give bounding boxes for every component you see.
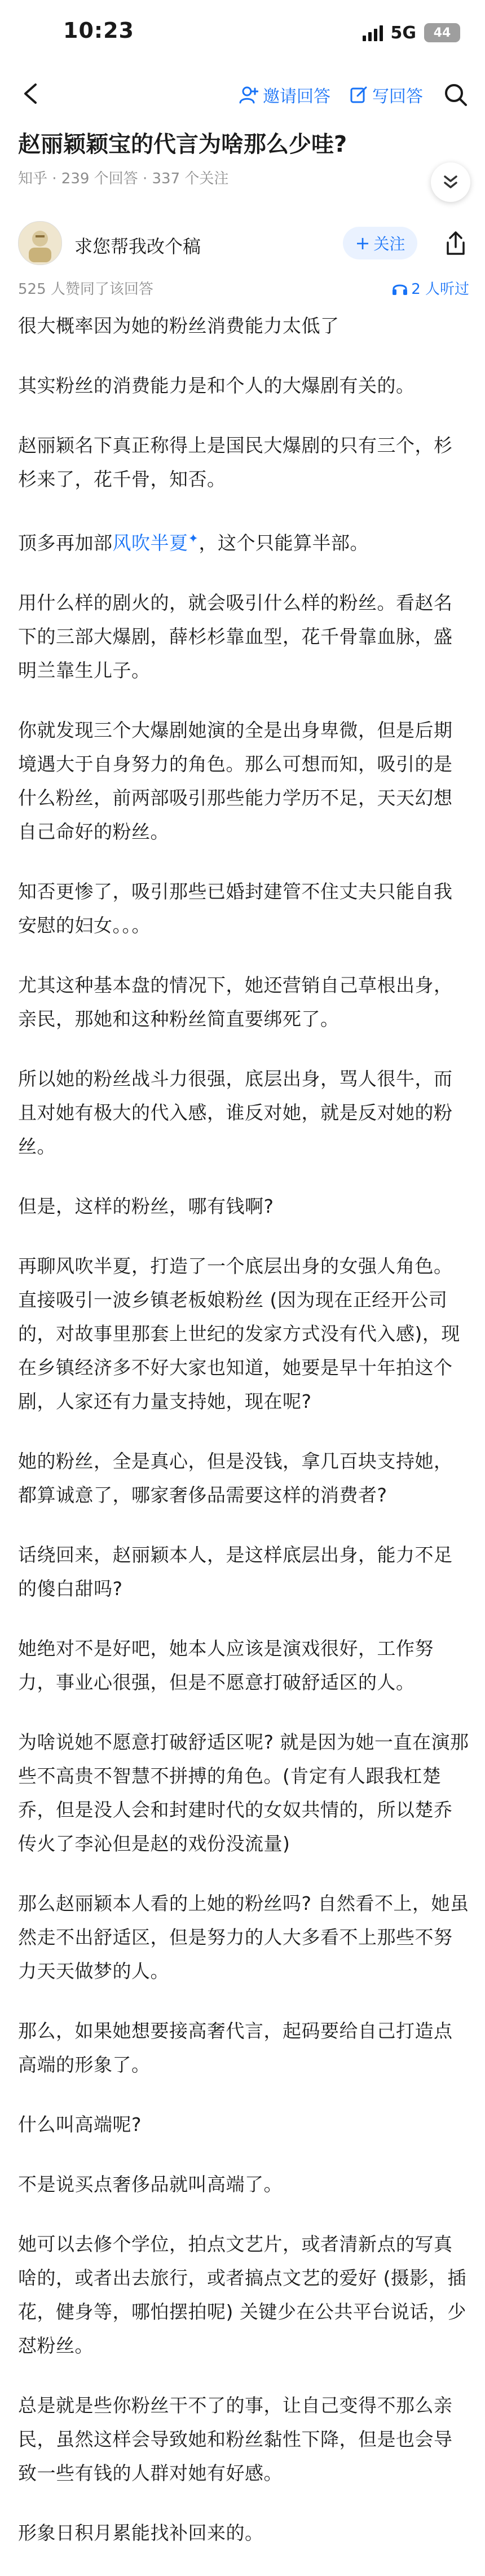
- network-label: 5G: [390, 23, 416, 43]
- headphones-icon: [392, 281, 408, 296]
- answer-paragraph: 用什么样的剧火的，就会吸引什么样的粉丝。看赵名下的三部大爆剧，薛杉杉靠血型，花千骨靠血脉，盛明兰靠生儿子。: [18, 592, 453, 681]
- search-mark-icon: ✦: [188, 532, 199, 546]
- answer-paragraph: 不是说买点奢侈品就叫高端了。: [18, 2173, 283, 2195]
- answer-paragraph: [18, 522, 469, 560]
- share-button[interactable]: [442, 229, 469, 258]
- battery-icon: [424, 23, 460, 42]
- answer-paragraph: 但是，这样的粉丝，哪有钱啊?: [18, 1195, 274, 1217]
- double-chevron-down-icon: [443, 174, 458, 191]
- follow-label: 关注: [373, 235, 405, 253]
- invite-answer-button[interactable]: [239, 82, 330, 107]
- question-title[interactable]: 赵丽颖颖宝的代言为啥那么少哇?: [18, 131, 347, 157]
- write-answer-label: 写回答: [372, 87, 423, 107]
- back-button[interactable]: [14, 77, 47, 111]
- share-icon: [444, 231, 467, 256]
- status-time: 10:23: [63, 18, 134, 43]
- author-row: [18, 220, 469, 267]
- status-bar: [0, 0, 485, 68]
- author-name[interactable]: 求您帮我改个稿: [74, 236, 201, 257]
- listen-button[interactable]: [392, 278, 469, 298]
- answer-paragraph: 总是就是些你粉丝干不了的事，让自己变得不那么亲民，虽然这样会导致她和粉丝黏性下降，但是也会导致一些有钱的人群对她有好感。: [18, 2394, 453, 2484]
- collapse-button[interactable]: [431, 162, 470, 202]
- invite-user-icon: [239, 85, 258, 104]
- answer-paragraph: 她可以去修个学位，拍点文艺片，或者清新点的写真啥的，或者出去旅行，或者搞点文艺的爱好 (摄影，插花，健身等，哪怕摆拍呢) 关键少在公共平台说话，少怼粉丝。: [18, 2233, 466, 2357]
- search-button[interactable]: [440, 79, 471, 111]
- invite-answer-label: 邀请回答: [263, 87, 330, 107]
- search-icon: [443, 82, 468, 107]
- follow-button[interactable]: [343, 227, 417, 259]
- answer-paragraph: 赵丽颖名下真正称得上是国民大爆剧的只有三个，杉杉来了，花千骨，知否。: [18, 434, 453, 490]
- answer-paragraph: 什么叫高端呢?: [18, 2113, 142, 2135]
- answer-paragraph: 再聊风吹半夏，打造了一个底层出身的女强人角色。直接吸引一波乡镇老板娘粉丝 (因为现在正经开公司的，对故事里那套上世纪的发家方式没有代入感)，现在乡镇经济多不好大家也知道，她要是早十年拍这个剧，人家还有力量支持她，现在呢?: [18, 1255, 460, 1412]
- keyword-link[interactable]: 风吹半夏: [112, 532, 188, 554]
- answer-paragraph: 所以她的粉丝战斗力很强，底层出身，骂人很牛，而且对她有极大的代入感，谁反对她，就是反对她的粉丝。: [18, 1068, 453, 1157]
- avatar[interactable]: [18, 221, 62, 265]
- avatar-image: [19, 222, 61, 265]
- plus-icon: +: [355, 232, 371, 254]
- answer-paragraph: 她的粉丝，全是真心，但是没钱，拿几百块支持她，都算诚意了，哪家奢侈品需要这样的消费者?: [18, 1450, 453, 1506]
- answer-text: 顶多再加部: [18, 532, 113, 554]
- answer-paragraph: 那么，如果她想要接高奢代言，起码要给自己打造点高端的形象了。: [18, 2020, 453, 2076]
- battery-level: 44: [433, 25, 451, 40]
- status-indicators: [363, 21, 461, 44]
- write-answer-button[interactable]: [350, 82, 423, 107]
- answer-paragraph: 很大概率因为她的粉丝消费能力太低了: [18, 315, 340, 337]
- answer-paragraph: 其实粉丝的消费能力是和个人的大爆剧有关的。: [18, 375, 415, 397]
- answer-content: [18, 309, 469, 2576]
- answer-paragraph: 为啥说她不愿意打破舒适区呢? 就是因为她一直在演那些不高贵不智慧不拼搏的角色。(肯定有人跟我杠楚乔，但是没人会和封建时代的女奴共情的，所以楚乔传火了李沁但是赵的戏份没流量): [18, 1731, 469, 1855]
- answer-meta-row: [18, 278, 469, 300]
- edit-icon: [350, 86, 368, 104]
- answer-paragraph: 你就发现三个大爆剧她演的全是出身卑微，但是后期境遇大于自身努力的角色。那么可想而知，吸引的是什么粉丝，前两部吸引那些能力学历不足，天天幻想自己命好的粉丝。: [18, 719, 453, 843]
- chevron-left-icon: [22, 82, 39, 105]
- answer-paragraph: 那么赵丽颖本人看的上她的粉丝吗? 自然看不上，她虽然走不出舒适区，但是努力的人大多看不上那些不努力天天做梦的人。: [18, 1892, 469, 1982]
- answer-paragraph: 形象日积月累能找补回来的。: [18, 2522, 264, 2544]
- question-meta: 知乎 · 239 个回答 · 337 个关注: [18, 170, 229, 187]
- answer-paragraph: 尤其这种基本盘的情况下，她还营销自己草根出身，亲民，那她和这种粉丝简直要绑死了。: [18, 974, 453, 1030]
- listen-count: 2 人听过: [411, 281, 469, 298]
- top-nav: [0, 68, 485, 122]
- answer-paragraph: 知否更惨了，吸引那些已婚封建管不住丈夫只能自我安慰的妇女。。。: [18, 880, 453, 936]
- answer-text: ，这个只能算半部。: [199, 532, 369, 554]
- answer-paragraph: 她绝对不是好吧，她本人应该是演戏很好，工作努力，事业心很强，但是不愿意打破舒适区的人。: [18, 1637, 434, 1693]
- signal-icon: [363, 24, 383, 41]
- answer-paragraph: 话绕回来，赵丽颖本人，是这样底层出身，能力不足的傻白甜吗?: [18, 1544, 453, 1600]
- endorse-count: 525 人赞同了该回答: [18, 281, 153, 298]
